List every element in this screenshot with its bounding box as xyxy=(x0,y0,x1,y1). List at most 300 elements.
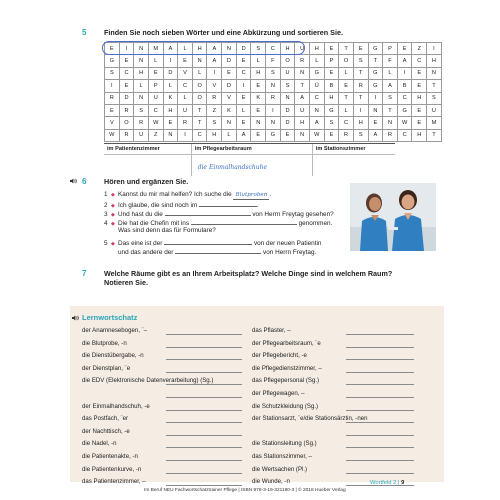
grid-letter[interactable]: I xyxy=(207,67,222,79)
vocab-entry xyxy=(82,440,117,448)
vocab-word: der Stationsarzt, ¨e/die Stationsärztin, -nen xyxy=(252,415,368,423)
grid-letter[interactable]: K xyxy=(251,92,266,104)
grid-letter[interactable]: S xyxy=(353,129,368,141)
grid-letter[interactable]: N xyxy=(134,92,149,104)
grid-letter[interactable]: R xyxy=(134,117,149,129)
line-text: Das eine ist der xyxy=(118,240,163,247)
translation-line[interactable] xyxy=(166,372,242,373)
line-text: Ich glaube, die sind noch im xyxy=(118,202,198,209)
grid-letter[interactable]: C xyxy=(412,55,427,67)
grid-letter[interactable]: M xyxy=(427,117,442,129)
grid-letter[interactable]: H xyxy=(353,117,368,129)
grid-letter[interactable]: L xyxy=(383,67,398,79)
task-6-title: Hören und ergänzen Sie. xyxy=(104,177,189,186)
grid-letter[interactable]: U xyxy=(295,104,310,116)
grid-letter[interactable]: T xyxy=(192,117,207,129)
grid-letter[interactable]: E xyxy=(105,43,120,55)
translation-line[interactable] xyxy=(346,359,414,360)
grid-letter[interactable]: Z xyxy=(207,104,222,116)
vocab-entry xyxy=(82,466,141,474)
audio-speaker-icon[interactable] xyxy=(70,178,77,184)
grid-letter[interactable]: T xyxy=(353,67,368,79)
copyright-line: Im Beruf NEU Fachwortschatztrainer Pflege | ISBN 978-3-19-321190-3 | © 2018 Hueber Verlag xyxy=(144,488,346,493)
grid-letter[interactable]: E xyxy=(119,80,134,92)
translation-line[interactable] xyxy=(166,473,242,474)
grid-letter[interactable]: E xyxy=(251,104,266,116)
grid-letter[interactable]: T xyxy=(368,55,383,67)
grid-letter[interactable]: H xyxy=(280,43,295,55)
grid-letter[interactable]: E xyxy=(251,129,266,141)
grid-letter[interactable]: A xyxy=(368,129,383,141)
grid-letter[interactable]: E xyxy=(105,104,120,116)
translation-line[interactable] xyxy=(166,422,242,423)
grid-letter[interactable]: G xyxy=(368,43,383,55)
line-number: 3 xyxy=(104,211,108,218)
grid-letter[interactable]: A xyxy=(295,92,310,104)
vocab-entry xyxy=(252,453,312,461)
grid-letter[interactable]: A xyxy=(397,55,412,67)
vocab-word: der Nachttisch, -e xyxy=(82,427,130,435)
grid-letter[interactable]: G xyxy=(309,67,324,79)
vocab-entry xyxy=(252,327,291,335)
grid-letter[interactable]: G xyxy=(324,104,339,116)
translation-line[interactable] xyxy=(166,397,242,398)
grid-letter[interactable]: E xyxy=(412,67,427,79)
grid-letter[interactable]: L xyxy=(309,55,324,67)
gap-blank[interactable] xyxy=(164,238,252,245)
grid-letter[interactable]: O xyxy=(280,55,295,67)
translation-line[interactable] xyxy=(346,384,414,385)
grid-letter[interactable]: I xyxy=(427,43,442,55)
grid-letter[interactable]: C xyxy=(397,92,412,104)
grid-letter[interactable]: O xyxy=(192,92,207,104)
section-label: Wortfeld 2 xyxy=(370,480,397,486)
translation-line[interactable] xyxy=(166,410,242,411)
line-number: 2 xyxy=(104,202,108,209)
grid-letter[interactable]: N xyxy=(295,67,310,79)
grid-letter[interactable]: L xyxy=(251,55,266,67)
grid-letter[interactable]: I xyxy=(368,92,383,104)
grid-letter[interactable]: T xyxy=(339,92,354,104)
grid-letter[interactable]: L xyxy=(339,67,354,79)
grid-letter[interactable]: T xyxy=(427,129,442,141)
grid-letter[interactable]: E xyxy=(368,117,383,129)
grid-letter[interactable]: A xyxy=(207,43,222,55)
page-number: 9 xyxy=(401,480,405,486)
grid-letter[interactable]: E xyxy=(412,80,427,92)
grid-letter[interactable]: E xyxy=(324,43,339,55)
task-5-title: Finden Sie noch sieben Wörter und eine Abkürzung und sortieren Sie. xyxy=(104,28,343,37)
grid-letter[interactable]: K xyxy=(222,104,237,116)
grid-letter[interactable]: U xyxy=(427,104,442,116)
column-pflegearbeitsraum: im Pflegearbeitsraum xyxy=(191,144,312,155)
speaker-a-marker-icon: ◆ xyxy=(111,192,115,198)
cell-stationszimmer[interactable] xyxy=(312,155,395,176)
gap-blank[interactable] xyxy=(165,209,251,216)
grid-letter[interactable]: G xyxy=(368,67,383,79)
grid-letter[interactable]: N xyxy=(192,55,207,67)
grid-letter[interactable]: E xyxy=(412,104,427,116)
grid-letter[interactable]: E xyxy=(119,55,134,67)
grid-letter[interactable]: A xyxy=(163,43,178,55)
grid-letter[interactable]: C xyxy=(266,43,281,55)
grid-letter[interactable]: L xyxy=(178,43,193,55)
grid-letter[interactable]: E xyxy=(178,55,193,67)
vocab-entry xyxy=(82,478,146,486)
vocab-word: der Pflegebericht, -e xyxy=(252,352,307,360)
grid-letter[interactable]: H xyxy=(427,55,442,67)
task-7-number: 7 xyxy=(82,269,87,278)
grid-letter[interactable]: L xyxy=(192,67,207,79)
vocab-word: die Wertsachen (Pl.) xyxy=(252,465,308,473)
translation-line[interactable] xyxy=(346,447,414,448)
grid-letter[interactable]: S xyxy=(353,55,368,67)
grid-letter[interactable]: I xyxy=(163,55,178,67)
translation-line[interactable] xyxy=(166,435,242,436)
grid-letter[interactable]: O xyxy=(339,55,354,67)
grid-letter[interactable]: N xyxy=(295,129,310,141)
cell-pflegearbeitsraum[interactable] xyxy=(191,155,312,176)
grid-letter[interactable]: T xyxy=(383,104,398,116)
grid-letter[interactable]: U xyxy=(178,104,193,116)
column-stationszimmer: im Stationszimmer xyxy=(312,144,395,155)
grid-letter[interactable]: V xyxy=(222,92,237,104)
dialogue-line-4-continued: Was sind denn das für Formulare? xyxy=(118,227,216,234)
grid-letter[interactable]: H xyxy=(207,129,222,141)
line-text-end: . xyxy=(269,191,272,198)
grid-letter[interactable]: H xyxy=(309,43,324,55)
grid-letter[interactable]: I xyxy=(119,43,134,55)
line-text-end: genommen. xyxy=(298,220,333,227)
grid-letter[interactable]: T xyxy=(192,104,207,116)
vocab-entry xyxy=(82,340,127,348)
translation-line[interactable] xyxy=(346,473,414,474)
grid-letter[interactable]: H xyxy=(295,117,310,129)
translation-line[interactable] xyxy=(346,397,414,398)
translation-line[interactable] xyxy=(346,334,414,335)
cell-patientenzimmer[interactable] xyxy=(104,155,191,176)
grid-letter[interactable]: I xyxy=(353,104,368,116)
lernwortschatz-title: Lernwortschatz xyxy=(82,313,138,322)
grid-letter[interactable]: K xyxy=(163,92,178,104)
grid-letter[interactable]: C xyxy=(192,129,207,141)
grid-letter[interactable]: E xyxy=(236,117,251,129)
vocab-entry xyxy=(252,377,319,385)
translation-line[interactable] xyxy=(166,384,242,385)
grid-letter[interactable]: N xyxy=(134,55,149,67)
grid-letter[interactable]: R xyxy=(339,129,354,141)
translation-line[interactable] xyxy=(166,347,242,348)
grid-letter[interactable]: C xyxy=(236,67,251,79)
grid-letter[interactable]: G xyxy=(368,80,383,92)
grid-letter[interactable]: S xyxy=(251,43,266,55)
vocab-word: die Stationsleitung (Sg.) xyxy=(252,440,317,448)
grid-letter[interactable]: A xyxy=(236,129,251,141)
grid-letter[interactable]: C xyxy=(119,67,134,79)
vocab-word: die Nadel, -n xyxy=(82,440,117,448)
task-5-number: 5 xyxy=(82,28,87,37)
grid-letter[interactable]: L xyxy=(236,104,251,116)
gap-filled[interactable]: Blutproben xyxy=(233,191,269,200)
grid-letter[interactable]: C xyxy=(397,129,412,141)
grid-letter[interactable]: D xyxy=(280,117,295,129)
grid-letter[interactable]: R xyxy=(105,92,120,104)
grid-letter[interactable]: E xyxy=(251,80,266,92)
grid-letter[interactable]: O xyxy=(192,80,207,92)
grid-letter[interactable]: N xyxy=(280,92,295,104)
grid-letter[interactable]: R xyxy=(119,129,134,141)
nurses-photo xyxy=(350,183,436,251)
grid-letter[interactable]: O xyxy=(119,117,134,129)
grid-letter[interactable]: N xyxy=(266,80,281,92)
grid-letter[interactable]: R xyxy=(295,55,310,67)
grid-letter[interactable]: H xyxy=(134,67,149,79)
vocab-entry xyxy=(82,327,147,335)
grid-letter[interactable]: L xyxy=(339,104,354,116)
grid-letter[interactable]: N xyxy=(368,104,383,116)
grid-letter[interactable]: L xyxy=(222,129,237,141)
grid-letter[interactable]: H xyxy=(251,67,266,79)
grid-letter[interactable]: L xyxy=(178,92,193,104)
grid-letter[interactable]: I xyxy=(105,80,120,92)
grid-letter[interactable]: R xyxy=(383,129,398,141)
vocab-word: die EDV (Elektronische Datenverarbeitung) (Sg.) xyxy=(82,377,214,385)
speaker-a-marker-icon: ◆ xyxy=(111,241,115,247)
grid-letter[interactable]: U xyxy=(134,129,149,141)
vocab-entry xyxy=(252,390,305,398)
footer-separator: | xyxy=(397,480,400,486)
grid-letter[interactable]: W xyxy=(148,117,163,129)
vocab-word: das Postfach, ¨er xyxy=(82,415,129,423)
grid-letter[interactable]: E xyxy=(324,129,339,141)
grid-letter[interactable]: N xyxy=(309,104,324,116)
grid-letter[interactable]: S xyxy=(280,80,295,92)
grid-letter[interactable]: S xyxy=(427,92,442,104)
grid-letter[interactable]: D xyxy=(119,92,134,104)
line-text: Die hat die Chefin mit ins xyxy=(118,220,190,227)
grid-letter[interactable]: W xyxy=(105,129,120,141)
grid-letter[interactable]: Ü xyxy=(309,80,324,92)
line-text: Und hast du die xyxy=(118,211,163,218)
vocab-word: die Patientenkurve, -n xyxy=(82,465,142,473)
grid-letter[interactable]: I xyxy=(236,80,251,92)
grid-letter[interactable]: Z xyxy=(148,129,163,141)
grid-letter[interactable]: S xyxy=(207,117,222,129)
task-6-number: 6 xyxy=(82,177,87,186)
grid-letter[interactable]: H xyxy=(412,92,427,104)
grid-letter[interactable]: S xyxy=(383,92,398,104)
grid-letter[interactable]: S xyxy=(266,67,281,79)
vocab-word: die Wunde, -n xyxy=(252,478,290,486)
grid-letter[interactable]: E xyxy=(236,55,251,67)
grid-letter[interactable]: E xyxy=(236,92,251,104)
grid-letter[interactable]: N xyxy=(251,117,266,129)
translation-line[interactable] xyxy=(346,410,414,411)
grid-letter[interactable]: U xyxy=(280,67,295,79)
vocab-entry xyxy=(82,453,138,461)
audio-speaker-icon[interactable] xyxy=(72,315,79,321)
line-text: und das andere der xyxy=(118,249,174,256)
grid-letter[interactable]: N xyxy=(427,67,442,79)
vocab-word: die Schutzkleidung (Sg.) xyxy=(252,402,319,410)
speaker-b-marker-icon: ◆ xyxy=(111,221,115,227)
grid-row xyxy=(105,55,442,67)
grid-letter[interactable]: P xyxy=(324,55,339,67)
grid-letter[interactable]: N xyxy=(222,43,237,55)
grid-letter[interactable]: S xyxy=(324,117,339,129)
vocab-entry xyxy=(252,352,307,360)
grid-letter[interactable]: D xyxy=(222,80,237,92)
grid-letter[interactable]: U xyxy=(148,92,163,104)
grid-letter[interactable]: R xyxy=(353,80,368,92)
grid-letter[interactable]: D xyxy=(236,43,251,55)
line-text-end: von Herrn Freytag gesehen? xyxy=(252,211,334,218)
example-answer: die Einmalhandschuhe xyxy=(197,164,268,171)
grid-letter[interactable]: V xyxy=(105,117,120,129)
speaker-b-marker-icon: ◆ xyxy=(111,203,115,209)
grid-letter[interactable]: N xyxy=(266,117,281,129)
vocab-entry xyxy=(82,403,150,411)
grid-letter[interactable]: Z xyxy=(412,43,427,55)
grid-letter[interactable]: P xyxy=(383,43,398,55)
grid-letter[interactable]: E xyxy=(148,67,163,79)
grid-letter[interactable]: C xyxy=(339,117,354,129)
grid-letter[interactable]: E xyxy=(412,117,427,129)
line-text-end: von Herrn Freytag. xyxy=(263,249,317,256)
dialogue-line-5-continued xyxy=(118,247,316,257)
vocab-word: die Dienstübergabe, -n xyxy=(82,352,144,360)
grid-letter[interactable]: W xyxy=(309,129,324,141)
grid-letter[interactable]: V xyxy=(178,67,193,79)
vocab-entry xyxy=(82,415,128,423)
grid-letter[interactable]: I xyxy=(266,104,281,116)
grid-letter[interactable]: B xyxy=(397,80,412,92)
grid-letter[interactable]: G xyxy=(397,104,412,116)
translation-line[interactable] xyxy=(166,334,242,335)
page-footer-right xyxy=(370,480,404,486)
grid-letter[interactable]: R xyxy=(266,92,281,104)
vocab-entry xyxy=(82,428,130,436)
word-search-grid xyxy=(104,42,442,142)
grid-letter[interactable]: I xyxy=(178,129,193,141)
grid-letter[interactable]: P xyxy=(148,80,163,92)
vocab-word: die Blutprobe, -n xyxy=(82,339,127,347)
grid-letter[interactable]: D xyxy=(163,67,178,79)
task-7-title: Welche Räume gibt es an Ihrem Arbeitsplatz? Welche Dinge sind in welchem Raum? Notieren Sie. xyxy=(104,269,393,287)
translation-line[interactable] xyxy=(166,447,242,448)
vocab-entry xyxy=(252,340,321,348)
grid-row xyxy=(105,129,442,141)
line-number: 1 xyxy=(104,191,108,198)
vocab-word: das Patientenzimmer, – xyxy=(82,478,146,486)
grid-letter[interactable]: C xyxy=(309,92,324,104)
grid-letter[interactable]: T xyxy=(427,80,442,92)
gap-blank[interactable] xyxy=(199,200,257,207)
translation-line[interactable] xyxy=(346,347,414,348)
grid-letter[interactable]: V xyxy=(207,80,222,92)
grid-letter[interactable]: H xyxy=(163,104,178,116)
sort-table xyxy=(104,143,395,176)
line-number: 4 xyxy=(104,220,108,227)
translation-line[interactable] xyxy=(346,435,414,436)
grid-letter[interactable]: E xyxy=(163,117,178,129)
grid-letter[interactable]: B xyxy=(324,80,339,92)
grid-letter[interactable]: H xyxy=(324,92,339,104)
grid-letter[interactable]: F xyxy=(266,55,281,67)
grid-letter[interactable]: A xyxy=(383,80,398,92)
grid-letter[interactable]: E xyxy=(397,43,412,55)
grid-letter[interactable]: W xyxy=(397,117,412,129)
speaker-a-marker-icon: ◆ xyxy=(111,212,115,218)
grid-letter[interactable]: G xyxy=(266,129,281,141)
grid-letter[interactable]: L xyxy=(134,80,149,92)
vocab-word: das Pflegepersonal (Sg.) xyxy=(252,377,320,385)
grid-letter[interactable]: T xyxy=(295,80,310,92)
grid-letter[interactable]: A xyxy=(309,117,324,129)
grid-letter[interactable]: L xyxy=(148,55,163,67)
grid-letter[interactable]: C xyxy=(178,80,193,92)
grid-letter[interactable]: E xyxy=(280,129,295,141)
dialogue-line-1 xyxy=(104,191,271,200)
grid-letter[interactable]: S xyxy=(105,67,120,79)
grid-letter[interactable]: N xyxy=(163,129,178,141)
grid-letter[interactable]: T xyxy=(339,43,354,55)
grid-letter[interactable]: D xyxy=(222,55,237,67)
translation-line[interactable] xyxy=(166,485,242,486)
vocab-word: der Pflegearbeitsraum, ¨e xyxy=(252,339,321,347)
vocab-word: der Dienstplan, ¨e xyxy=(82,364,131,372)
grid-letter[interactable]: E xyxy=(353,43,368,55)
grid-letter[interactable]: A xyxy=(207,55,222,67)
grid-letter[interactable]: T xyxy=(353,92,368,104)
grid-letter[interactable]: N xyxy=(383,117,398,129)
grid-letter[interactable]: H xyxy=(412,129,427,141)
grid-letter[interactable]: E xyxy=(339,80,354,92)
grid-letter[interactable]: E xyxy=(222,67,237,79)
translation-line[interactable] xyxy=(346,372,414,373)
grid-letter[interactable]: R xyxy=(178,117,193,129)
vocab-word: die Pflegedienstzimmer, – xyxy=(252,364,322,372)
vocab-word: der Pflegewagen, – xyxy=(252,390,305,397)
grid-letter[interactable]: R xyxy=(119,104,134,116)
grid-letter[interactable]: S xyxy=(134,104,149,116)
translation-line[interactable] xyxy=(166,359,242,360)
gap-blank[interactable] xyxy=(191,218,297,225)
grid-letter[interactable]: I xyxy=(397,67,412,79)
vocab-word: das Stationszimmer, – xyxy=(252,453,312,460)
grid-letter[interactable]: U xyxy=(295,43,310,55)
translation-line[interactable] xyxy=(166,460,242,461)
grid-letter[interactable]: G xyxy=(105,55,120,67)
grid-letter[interactable]: M xyxy=(148,43,163,55)
vocab-entry xyxy=(252,403,318,411)
translation-line[interactable] xyxy=(346,422,414,423)
grid-letter[interactable]: F xyxy=(383,55,398,67)
grid-letter[interactable]: D xyxy=(280,104,295,116)
grid-letter[interactable]: E xyxy=(324,67,339,79)
grid-letter[interactable]: H xyxy=(192,43,207,55)
gap-blank[interactable] xyxy=(175,247,261,254)
vocab-word: das Pflaster, – xyxy=(252,327,291,334)
grid-letter[interactable]: N xyxy=(134,43,149,55)
translation-line[interactable] xyxy=(346,460,414,461)
grid-letter[interactable]: R xyxy=(207,92,222,104)
grid-letter[interactable]: C xyxy=(148,104,163,116)
vocab-word: die Patientenakte, -n xyxy=(82,453,138,460)
grid-letter[interactable]: N xyxy=(222,117,237,129)
grid-row xyxy=(105,117,442,129)
grid-letter[interactable]: L xyxy=(163,80,178,92)
